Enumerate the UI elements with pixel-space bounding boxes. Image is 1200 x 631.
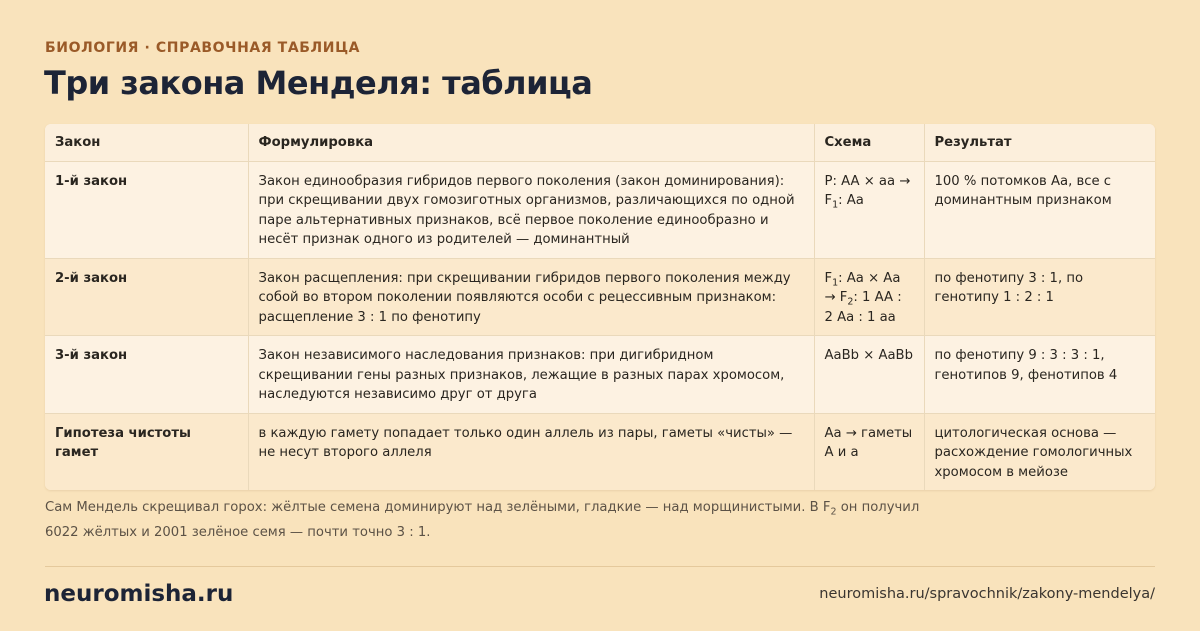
table-header-row bbox=[45, 124, 1155, 161]
law-result: цитологическая основа — расхождение гомологичных хромосом в мейозе bbox=[924, 413, 1155, 490]
law-name: 2-й закон bbox=[45, 258, 248, 336]
law-formulation: Закон независимого наследования признаков: при дигибридном скрещивании гены разных признаков, лежащие в разных парах хромосом, наследуются независимо друг от друга bbox=[248, 336, 814, 414]
footnote: Сам Мендель скрещивал горох: жёлтые семена доминируют над зелёными, гладкие — над морщинистыми. В $F_2$ он получил 6022 жёлтых и 2001 зелёное семя — почти точно 3 : 1. bbox=[45, 500, 920, 540]
law-name: Гипотеза чистоты гамет bbox=[45, 413, 248, 490]
law-scheme: Aa → гаметы A и a bbox=[814, 413, 924, 490]
law-name: 3-й закон bbox=[45, 336, 248, 414]
column-header-result: Результат bbox=[924, 124, 1155, 161]
table-row bbox=[45, 413, 1155, 490]
table-row bbox=[45, 336, 1155, 414]
law-result: по фенотипу 9 : 3 : 3 : 1, генотипов 9, фенотипов 4 bbox=[924, 336, 1155, 414]
section-kicker: БИОЛОГИЯ · СПРАВОЧНАЯ ТАБЛИЦА bbox=[45, 40, 361, 56]
column-header-law: Закон bbox=[45, 124, 248, 161]
mendel-laws-table bbox=[45, 124, 1155, 490]
table-row bbox=[45, 161, 1155, 258]
column-header-scheme: Схема bbox=[814, 124, 924, 161]
page-title: Три закона Менделя: таблица bbox=[44, 64, 593, 102]
column-header-formulation: Формулировка bbox=[248, 124, 814, 161]
brand-logo[interactable]: neuromisha.ru bbox=[44, 581, 234, 607]
law-formulation: Закон единообразия гибридов первого поколения (закон доминирования): при скрещивании двух гомозиготных организмов, различающихся по одной паре альтернативных признаков, всё первое поколение единообразно и несёт признак одного из родителей — доминантный bbox=[248, 161, 814, 258]
law-result: 100 % потомков Aa, все с доминантным признаком bbox=[924, 161, 1155, 258]
table-row bbox=[45, 258, 1155, 336]
law-formulation: Закон расщепления: при скрещивании гибридов первого поколения между собой во втором поколении появляются особи с рецессивным признаком: расщепление 3 : 1 по фенотипу bbox=[248, 258, 814, 336]
page-url-link[interactable]: neuromisha.ru/spravochnik/zakony-mendelya/ bbox=[819, 586, 1155, 602]
law-result: по фенотипу 3 : 1, по генотипу 1 : 2 : 1 bbox=[924, 258, 1155, 336]
footer-divider bbox=[45, 566, 1155, 567]
law-formulation: в каждую гамету попадает только один аллель из пары, гаметы «чисты» — не несут второго аллеля bbox=[248, 413, 814, 490]
law-scheme: P: AA × aa → $F_1$: Aa bbox=[814, 161, 924, 258]
law-scheme: AaBb × AaBb bbox=[814, 336, 924, 414]
law-scheme: $F_1$: $Aa \times Aa \to F_2$: 1 AA : 2 Aa : 1 aa bbox=[814, 258, 924, 336]
law-name: 1-й закон bbox=[45, 161, 248, 258]
